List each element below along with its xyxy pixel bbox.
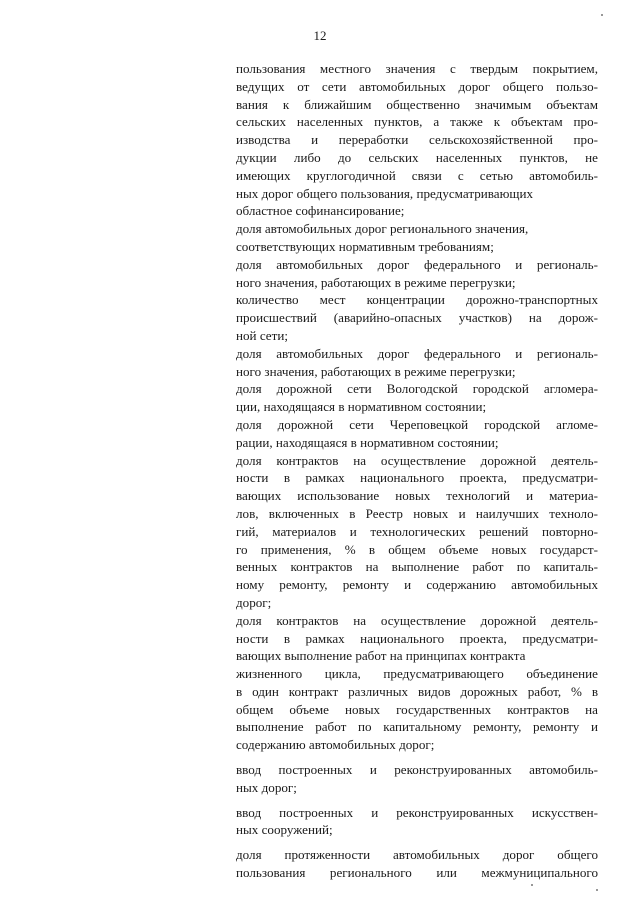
- scan-artifact: [596, 889, 598, 891]
- text-line: ного значения, работающих в режиме перегрузки;: [236, 363, 516, 379]
- text-line: доля протяженности автомобильных дорог общего: [236, 847, 598, 863]
- text-line: доля дорожной сети Вологодской городской агломера-: [236, 381, 598, 397]
- text-line: ции, находящаяся в нормативном состоянии;: [236, 399, 487, 415]
- text-line: ности в рамках национального проекта, предусматри-: [236, 470, 598, 486]
- text-line: соответствующих нормативным требованиям;: [236, 238, 494, 254]
- text-line: ных дорог;: [236, 779, 297, 795]
- text-line: изводства и переработки сельскохозяйственной про-: [236, 132, 598, 148]
- text-line: ности в рамках национального проекта, предусматри-: [236, 630, 598, 646]
- text-line: содержанию автомобильных дорог;: [236, 737, 435, 753]
- text-line: ведущих от сети автомобильных дорог общего пользо-: [236, 78, 598, 94]
- text-line: венных контрактов на выполнение работ по капиталь-: [236, 559, 598, 575]
- text-line: сельских населенных пунктов, а также к объектам про-: [236, 114, 598, 130]
- text-line: количество мест концентрации дорожно-транспортных: [236, 292, 598, 308]
- text-line: доля контрактов на осуществление дорожной деятель-: [236, 452, 598, 468]
- text-line: общем объеме новых государственных контрактов на: [236, 701, 598, 717]
- text-line: доля дорожной сети Череповецкой городской агломе-: [236, 416, 598, 432]
- text-line: выполнение работ по капитальному ремонту, ремонту и: [236, 719, 598, 735]
- text-line: происшествий (аварийно-опасных участков) на дорож-: [236, 310, 598, 326]
- text-line: областное софинансирование;: [236, 203, 405, 219]
- text-line: вающих использование новых технологий и материа-: [236, 488, 598, 504]
- text-line: дорог;: [236, 594, 272, 610]
- scan-artifact: [531, 884, 533, 886]
- text-line: в один контракт различных видов дорожных работ, % в: [236, 683, 598, 699]
- text-line: го применения, % в общем объеме новых государст-: [236, 541, 598, 557]
- text-line: ввод построенных и реконструированных автомобиль-: [236, 762, 598, 778]
- text-line: вания к ближайшим общественно значимым объектам: [236, 96, 598, 112]
- text-line: дукции либо до сельских населенных пунктов, не: [236, 149, 598, 165]
- text-line: доля автомобильных дорог федерального и региональ-: [236, 345, 598, 361]
- text-line: ных сооружений;: [236, 822, 333, 838]
- page-number: 12: [313, 28, 327, 43]
- text-line: доля контрактов на осуществление дорожной деятель-: [236, 612, 598, 628]
- text-line: ввод построенных и реконструированных искусствен-: [236, 804, 598, 820]
- text-line: ного значения, работающих в режиме перегрузки;: [236, 274, 516, 290]
- text-line: гий, материалов и технологических решений повторно-: [236, 523, 598, 539]
- scan-artifact: [601, 14, 603, 16]
- text-line: рации, находящаяся в нормативном состоянии;: [236, 434, 499, 450]
- text-line: жизненного цикла, предусматривающего объединение: [236, 666, 598, 682]
- text-line: пользования местного значения с твердым покрытием,: [236, 61, 598, 76]
- text-line: доля автомобильных дорог регионального значения,: [236, 221, 529, 237]
- text-line: вающих выполнение работ на принципах контракта: [236, 648, 526, 664]
- text-line: лов, включенных в Реестр новых и наилучших техноло-: [236, 505, 598, 521]
- text-line: ной сети;: [236, 327, 288, 343]
- text-line: ному ремонту, ремонту и содержанию автомобильных: [236, 577, 598, 593]
- body-text: [236, 60, 598, 882]
- text-line: доля автомобильных дорог федерального и региональ-: [236, 256, 598, 272]
- text-line: пользования регионального или межмуниципального: [236, 865, 598, 881]
- text-line: имеющих круглогодичной связи с сетью автомобиль-: [236, 167, 598, 183]
- text-line: ных дорог общего пользования, предусматривающих: [236, 185, 534, 201]
